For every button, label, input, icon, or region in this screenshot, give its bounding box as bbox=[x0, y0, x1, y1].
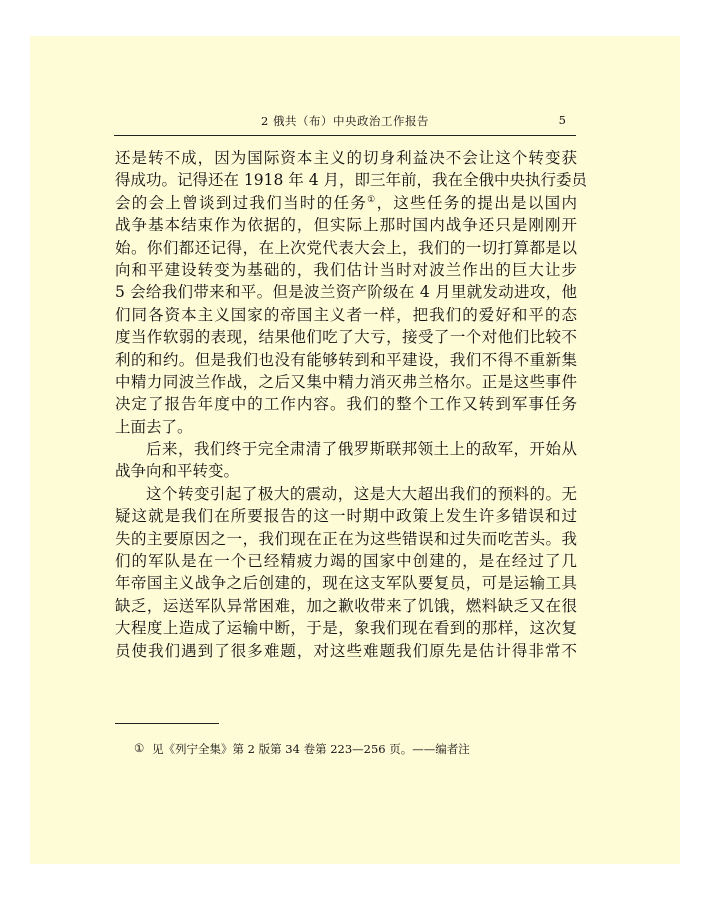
text-line: 得成功。记得还在 1918 年 4 月，即三年前，我在全俄中央执行委员 bbox=[115, 171, 588, 190]
footnote bbox=[134, 741, 470, 757]
text-line bbox=[115, 192, 577, 214]
text-line: 5 会给我们带来和平。但是波兰资产阶级在 4 月里就发动进攻，他 bbox=[115, 283, 577, 302]
page-number: 5 bbox=[558, 113, 566, 127]
footnote-marker: ① bbox=[134, 741, 145, 755]
running-header bbox=[114, 112, 576, 130]
footnote-rule bbox=[115, 723, 219, 724]
text-line: 失的主要原因之一，我们现在正在为这些错误和过失而吃苦头。我 bbox=[115, 529, 577, 548]
text-line: 战争向和平转变。 bbox=[115, 462, 240, 481]
text-line: 缺乏，运送军队异常困难，加之歉收带来了饥饿，燃料缺乏又在很 bbox=[115, 596, 577, 615]
header-rule bbox=[114, 135, 576, 136]
header-title: 2 俄共（布）中央政治工作报告 bbox=[261, 114, 429, 128]
text-line: 年帝国主义战争之后创建的，现在这支军队要复员，可是运输工具 bbox=[115, 574, 577, 593]
text-line-tail: ，这些任务的提出是以国内 bbox=[376, 193, 577, 212]
footnote-reference[interactable]: ① bbox=[367, 194, 377, 205]
text-line: 度当作软弱的表现，结果他们吃了大亏，接受了一个对他们比较不 bbox=[115, 328, 577, 347]
text-line: 们同各资本主义国家的帝国主义者一样，把我们的爱好和平的态 bbox=[115, 305, 577, 324]
footnote-text: 见《列宁全集》第 2 版第 34 卷第 223—256 页。——编者注 bbox=[152, 742, 470, 756]
text-line: 中精力同波兰作战，之后又集中精力消灭弗兰格尔。正是这些事件 bbox=[115, 372, 577, 391]
text-line: 上面去了。 bbox=[115, 417, 193, 436]
text-line: 后来，我们终于完全肃清了俄罗斯联邦领土上的敌军，开始从 bbox=[146, 440, 577, 459]
text-line: 决定了报告年度中的工作内容。我们的整个工作又转到军事任务 bbox=[115, 395, 577, 414]
text-line: 这个转变引起了极大的震动，这是大大超出我们的预料的。无 bbox=[146, 484, 577, 503]
text-line: 战争基本结束作为依据的，但实际上那时国内战争还只是刚刚开 bbox=[115, 216, 577, 235]
text-line: 还是转不成，因为国际资本主义的切身利益决不会让这个转变获 bbox=[115, 149, 577, 167]
text-line-head: 会的会上曾谈到过我们当时的任务 bbox=[115, 193, 368, 212]
text-line: 们的军队是在一个已经精疲力竭的国家中创建的，是在经过了几 bbox=[115, 552, 577, 571]
text-line: 利的和约。但是我们也没有能够转到和平建设，我们不得不重新集 bbox=[115, 350, 577, 369]
text-line: 大程度上造成了运输中断，于是，象我们现在看到的那样，这次复 bbox=[115, 619, 577, 638]
text-line: 向和平建设转变为基础的，我们估计当时对波兰作出的巨大让步 bbox=[115, 260, 577, 279]
body-text bbox=[115, 147, 588, 662]
text-line: 疑这就是我们在所要报告的这一时期中政策上发生许多错误和过 bbox=[115, 507, 577, 526]
text-line: 员使我们遇到了很多难题，对这些难题我们原先是估计得非常不 bbox=[115, 641, 577, 660]
text-line: 始。你们都还记得，在上次党代表大会上，我们的一切打算都是以 bbox=[115, 238, 577, 257]
